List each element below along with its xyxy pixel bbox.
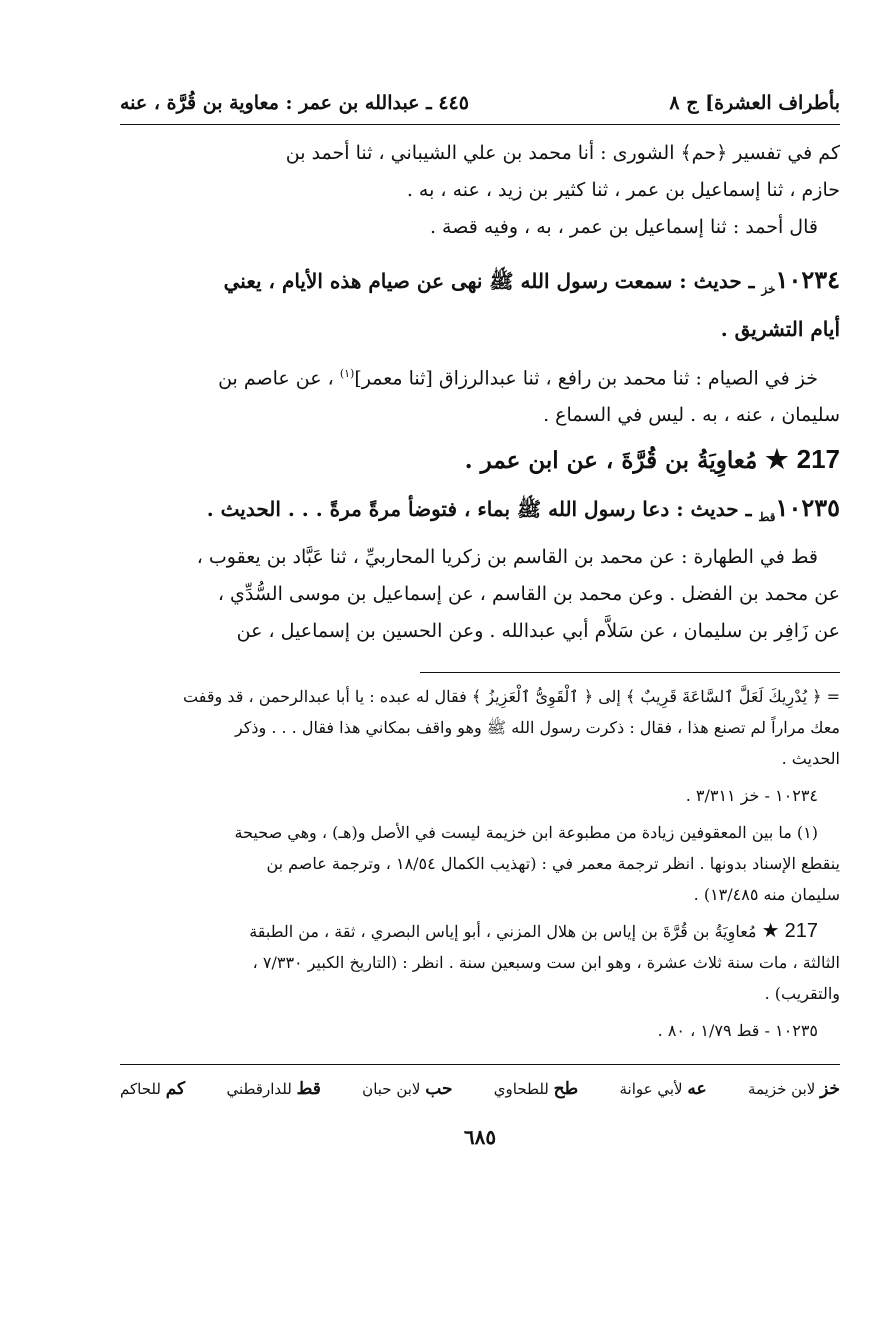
legend-item: قط للدارقطني — [226, 1079, 321, 1100]
sigla-legend — [120, 1079, 840, 1099]
hadith-number: ١٠٢٣٤ — [775, 265, 840, 294]
footnote-line: = ﴿ يُدْرِيكَ لَعَلَّ ٱلسَّاعَةَ قَرِيبٌ ﴾ إلى ﴿ ٱلْقَوِىُّ ٱلْعَزِيزُ ﴾ فقال له عبده : يا أبا عبدالرحمن ، قد وقفت — [183, 687, 840, 707]
footnote-line: سليمان منه ١٣/٤٨٥) . — [693, 885, 840, 905]
footnote-line: والتقريب) . — [764, 984, 840, 1004]
hadith-10234-source — [120, 355, 840, 434]
source-text: عن زَافِر بن سليمان ، عن سَلاَّم أبي عبدالله . وعن الحسين بن إسماعيل ، عن — [236, 620, 840, 643]
intro-paragraph — [120, 135, 840, 246]
hadith-10234 — [120, 260, 840, 349]
source-text: ، عن عاصم بن — [218, 367, 334, 390]
footnote-1 — [120, 817, 840, 910]
bio-number: 217 — [784, 920, 818, 943]
footnote-line: مُعاوِيَةُ بن قُرَّةَ بن إياس بن هلال المزني ، أبو إياس البصري ، ثقة ، من الطبقة — [249, 922, 757, 942]
footnote-separator — [420, 672, 840, 673]
legend-separator — [120, 1064, 840, 1065]
hadith-siglum: خز — [761, 282, 776, 296]
hadith-number: ١٠٢٣٥ — [775, 493, 840, 523]
star-icon: ★ — [761, 920, 780, 943]
hadith-10235-source — [120, 539, 840, 650]
text-line: قال أحمد : ثنا إسماعيل بن عمر ، به ، وفيه قصة . — [429, 216, 818, 238]
footnotes — [120, 681, 840, 1046]
footnote-line: الحديث . — [781, 749, 840, 769]
narrator-name: مُعاوِيَةُ بن قُرَّةَ ، عن ابن عمر . — [464, 447, 758, 475]
text-line: حازم ، ثنا إسماعيل بن عمر ، ثنا كثير بن زيد ، عنه ، به . — [406, 179, 840, 201]
footnote-line: الثالثة ، مات سنة ثلاث عشرة ، وهو ابن ست وسبعين سنة . انظر : (التاريخ الكبير ٧/٣٣٠ ، — [252, 953, 840, 973]
running-header — [120, 80, 840, 125]
hadith-text: ـ حديث : دعا رسول الله ﷺ بماء ، فتوضأ مرةً مرةً . . . الحديث . — [206, 497, 752, 522]
legend-item: طح للطحاوي — [493, 1079, 579, 1100]
hadith-text: ـ حديث : سمعت رسول الله ﷺ نهى عن صيام هذه الأيام ، يعني — [223, 269, 755, 293]
footnote-line: (١) ما بين المعقوفين زيادة من مطبوعة ابن خزيمة ليست في الأصل و(هـ) ، وهي صحيحة — [234, 823, 818, 843]
footnote-continuation — [120, 681, 840, 774]
text-line: كم في تفسير ﴿حم﴾ الشورى : أنا محمد بن علي الشيباني ، ثنا أحمد بن — [285, 142, 840, 164]
footnote-marker: (١) — [339, 367, 355, 380]
legend-item: كم للحاكم — [120, 1079, 186, 1100]
footnote-narrator-bio — [120, 916, 840, 1009]
legend-item: حب لابن حبان — [362, 1079, 453, 1100]
narrator-heading — [120, 438, 840, 482]
legend-item: عه لأبي عوانة — [619, 1079, 707, 1100]
header-chapter-title: ٤٤٥ ـ عبدالله بن عمر : معاوية بن قُرَّة ، عنه — [120, 92, 469, 114]
page — [120, 80, 840, 1149]
footnote-ref: ١٠٢٣٥ - قط ١/٧٩ ، ٨٠ . — [657, 1021, 818, 1041]
source-text: عن محمد بن الفضل . وعن محمد بن القاسم ، عن إسماعيل بن موسى السُّدِّي ، — [217, 583, 840, 606]
footnote-line: معك مراراً لم تصنع هذا ، فقال : ذكرت رسول الله ﷺ وهو واقف بمكاني هذا فقال . . . وذكر — [234, 718, 840, 738]
hadith-siglum: قط — [758, 510, 776, 525]
star-icon: ★ — [765, 444, 789, 475]
narrator-number: 217 — [796, 444, 840, 475]
footnote-line: ينقطع الإسناد بدونها . انظر ترجمة معمر في : (تهذيب الكمال ١٨/٥٤ ، وترجمة عاصم بن — [266, 854, 840, 874]
source-text: خز في الصيام : ثنا محمد بن رافع ، ثنا عبدالرزاق [ثنا معمر] — [354, 367, 818, 390]
hadith-10235 — [120, 488, 840, 537]
legend-item: خز لابن خزيمة — [747, 1079, 840, 1100]
header-book-title: بأطراف العشرة] ج ٨ — [669, 92, 840, 114]
page-number: ٦٨٥ — [463, 1125, 497, 1150]
source-text: قط في الطهارة : عن محمد بن القاسم بن زكريا المحاربيِّ ، ثنا عَبَّاد بن يعقوب ، — [196, 546, 818, 569]
footnote-ref: ١٠٢٣٤ - خز ٣/٣١١ . — [685, 786, 818, 806]
hadith-text: أيام التشريق . — [720, 317, 840, 341]
source-text: سليمان ، عنه ، به . ليس في السماع . — [543, 404, 840, 427]
